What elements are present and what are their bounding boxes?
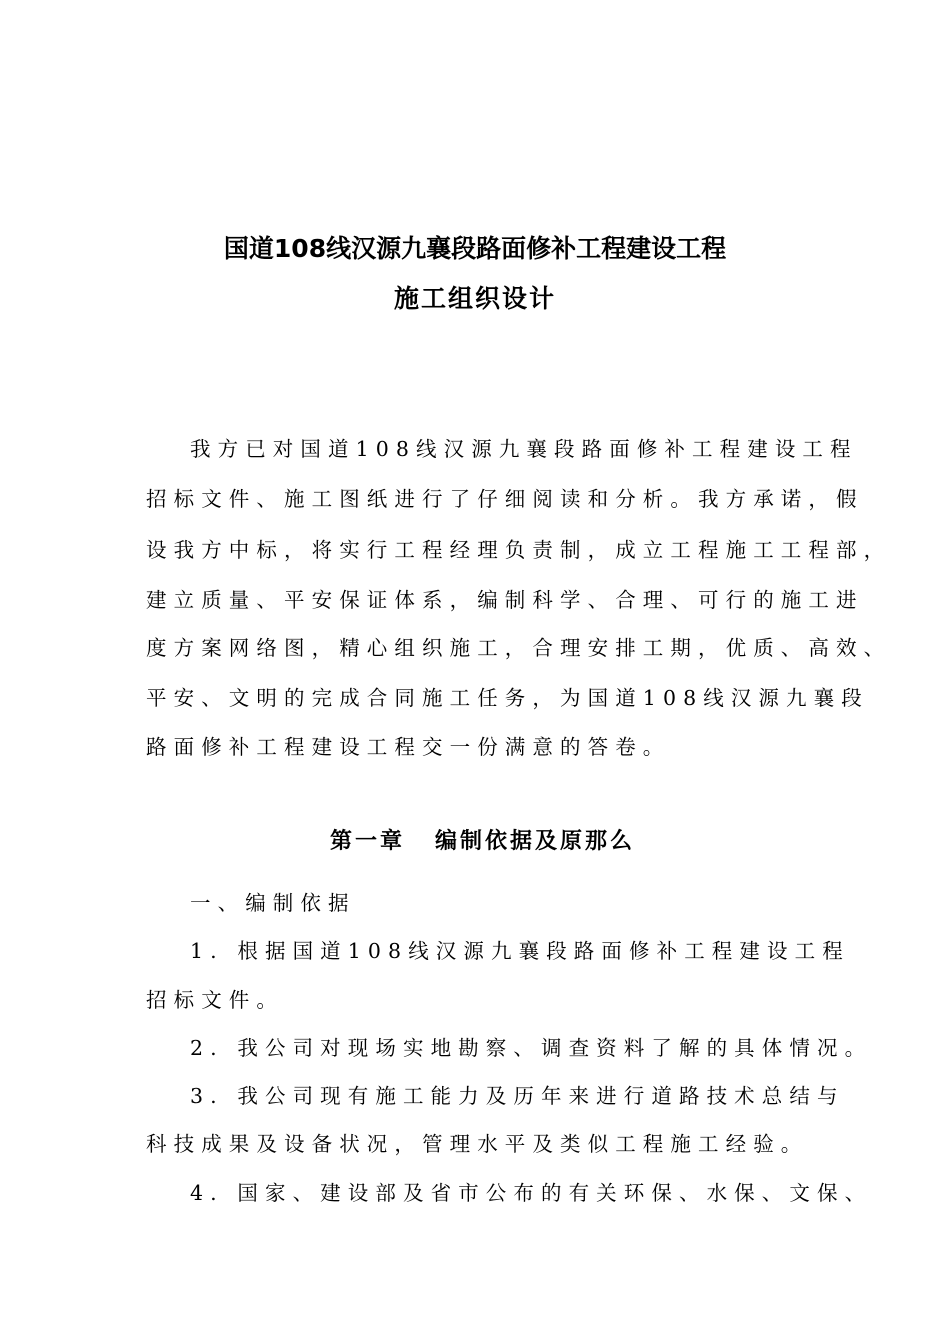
intro-paragraph-line: 建立质量、平安保证体系，编制科学、合理、可行的施工进 [146,588,864,612]
basis-line: 3. 我公司现有施工能力及历年来进行道路技术总结与 [190,1084,845,1108]
intro-paragraph-line: 我方已对国道108线汉源九襄段路面修补工程建设工程 [190,437,858,461]
intro-paragraph-line: 设我方中标，将实行工程经理负责制，成立工程施工工程部， [146,538,892,562]
chapter-number: 第一章 [330,829,406,854]
intro-paragraph-line: 平安、文明的完成合同施工任务，为国道108线汉源九襄段 [146,686,869,710]
basis-line: 科技成果及设备状况，管理水平及类似工程施工经验。 [146,1132,809,1156]
intro-paragraph-line: 招标文件、施工图纸进行了仔细阅读和分析。我方承诺，假 [146,487,864,511]
intro-paragraph-line: 度方案网络图，精心组织施工，合理安排工期，优质、高效、 [146,636,892,660]
basis-line: 招标文件。 [146,988,284,1012]
section-heading: 一、编制依据 [190,891,356,915]
document-subtitle: 施工组织设计 [393,284,556,313]
basis-line: 1. 根据国道108线汉源九襄段路面修补工程建设工程 [190,939,850,963]
intro-paragraph-line: 路面修补工程建设工程交一份满意的答卷。 [146,735,671,759]
chapter-title: 编制依据及原那么 [435,829,636,854]
chapter-heading [330,826,635,858]
basis-line: 2. 我公司对现场实地勘察、调查资料了解的具体情况。 [190,1036,873,1060]
basis-line: 4. 国家、建设部及省市公布的有关环保、水保、文保、 [190,1181,873,1205]
document-title: 国道108线汉源九襄段路面修补工程建设工程 [223,234,727,263]
